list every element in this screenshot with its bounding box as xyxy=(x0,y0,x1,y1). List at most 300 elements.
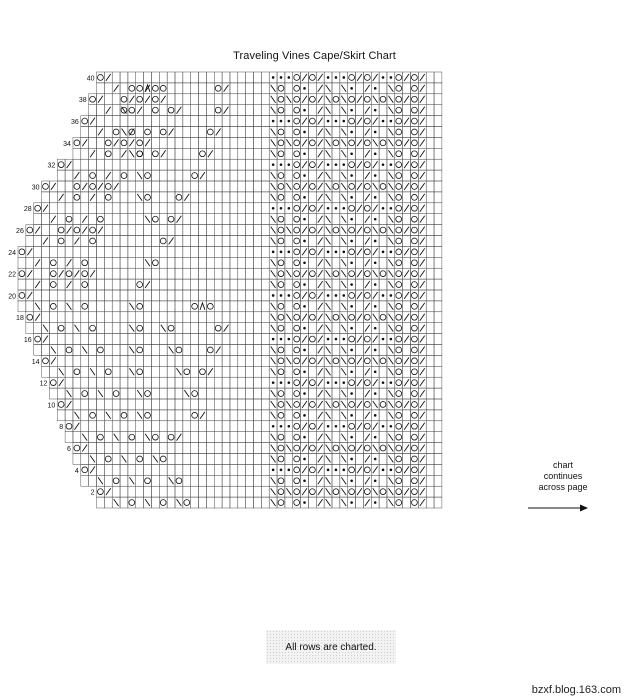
grid-cell xyxy=(104,257,112,268)
grid-cell xyxy=(246,323,254,334)
grid-cell xyxy=(89,257,97,268)
k2tog-symbol xyxy=(420,161,425,168)
grid-cell xyxy=(214,290,222,301)
grid-cell xyxy=(112,443,120,454)
yo-symbol xyxy=(294,314,300,320)
grid-cell xyxy=(434,181,442,192)
grid-cell xyxy=(254,323,262,334)
yo-symbol xyxy=(200,369,206,375)
grid-cell xyxy=(403,170,411,181)
grid-cell xyxy=(261,454,269,465)
grid-cell xyxy=(246,475,254,486)
grid-cell xyxy=(434,83,442,94)
yo-symbol xyxy=(364,380,370,386)
k2tog-symbol xyxy=(51,357,56,364)
ssk-symbol xyxy=(388,488,393,495)
grid-cell xyxy=(214,464,222,475)
k2tog-symbol xyxy=(404,139,409,146)
ssk-symbol xyxy=(326,325,331,332)
k2tog-symbol xyxy=(74,238,79,245)
yo-symbol xyxy=(294,423,300,429)
grid-cell xyxy=(426,214,434,225)
k2tog-symbol xyxy=(420,85,425,92)
k2tog-symbol xyxy=(404,183,409,190)
k2tog-symbol xyxy=(122,150,127,157)
grid-cell xyxy=(128,236,136,247)
grid-cell xyxy=(308,170,316,181)
grid-cell xyxy=(246,497,254,508)
k2tog-symbol xyxy=(318,336,323,343)
grid-cell xyxy=(285,345,293,356)
row-label: 4 xyxy=(74,467,79,475)
k2tog-symbol xyxy=(420,259,425,266)
grid-cell xyxy=(49,290,57,301)
ssk-symbol xyxy=(341,259,346,266)
grid-cell xyxy=(434,464,442,475)
grid-cell xyxy=(206,454,214,465)
grid-cell xyxy=(206,137,214,148)
grid-cell xyxy=(120,246,128,257)
grid-cell xyxy=(167,137,175,148)
yo-symbol xyxy=(412,445,418,451)
yo-symbol xyxy=(349,227,355,233)
purl-symbol xyxy=(342,469,345,472)
grid-cell xyxy=(426,192,434,203)
grid-cell xyxy=(261,159,269,170)
yo-symbol xyxy=(309,293,315,299)
grid-cell xyxy=(379,127,387,138)
ssk-symbol xyxy=(373,314,378,321)
yo-symbol xyxy=(412,151,418,157)
grid-cell xyxy=(18,301,26,312)
k2tog-symbol xyxy=(357,466,362,473)
purl-symbol xyxy=(342,381,345,384)
purl-symbol xyxy=(390,338,393,341)
grid-cell xyxy=(57,279,65,290)
purl-symbol xyxy=(390,120,393,123)
grid-cell xyxy=(238,334,246,345)
purl-symbol xyxy=(272,163,275,166)
grid-cell xyxy=(246,127,254,138)
ssk-symbol xyxy=(271,150,276,157)
yo-symbol xyxy=(412,129,418,135)
grid-cell xyxy=(206,268,214,279)
grid-cell xyxy=(34,323,42,334)
purl-symbol xyxy=(350,218,353,221)
grid-cell xyxy=(159,105,167,116)
yo-symbol xyxy=(309,423,315,429)
grid-cell xyxy=(403,83,411,94)
grid-cell xyxy=(285,432,293,443)
yo-symbol xyxy=(349,314,355,320)
yo-symbol xyxy=(412,271,418,277)
purl-symbol xyxy=(374,305,377,308)
grid-cell xyxy=(112,214,120,225)
grid-cell xyxy=(379,410,387,421)
grid-cell xyxy=(42,279,50,290)
row-label: 12 xyxy=(39,380,48,388)
grid-cell xyxy=(222,399,230,410)
grid-cell xyxy=(246,105,254,116)
continues-note-line: continues xyxy=(543,471,583,481)
k2tog-symbol xyxy=(137,107,142,114)
k2tog-symbol xyxy=(208,368,213,375)
k2tog-symbol xyxy=(98,227,103,234)
ssk-symbol xyxy=(271,347,276,354)
grid-cell xyxy=(434,388,442,399)
grid-cell xyxy=(238,377,246,388)
yo-symbol xyxy=(309,380,315,386)
grid-cell xyxy=(261,334,269,345)
k2tog-symbol xyxy=(357,205,362,212)
ssk-symbol xyxy=(98,390,103,397)
grid-cell xyxy=(97,497,105,508)
ssk-symbol xyxy=(341,303,346,310)
yo-symbol xyxy=(19,293,25,299)
ssk-symbol xyxy=(388,325,393,332)
grid-cell xyxy=(183,410,191,421)
yo-symbol xyxy=(396,412,402,418)
yo-symbol xyxy=(309,162,315,168)
yo-symbol xyxy=(294,434,300,440)
grid-cell xyxy=(261,464,269,475)
grid-cell xyxy=(230,464,238,475)
grid-cell xyxy=(159,116,167,127)
grid-cell xyxy=(246,388,254,399)
k2tog-symbol xyxy=(420,227,425,234)
purl-symbol xyxy=(374,87,377,90)
ssk-symbol xyxy=(341,194,346,201)
grid-cell xyxy=(191,377,199,388)
grid-cell xyxy=(34,268,42,279)
grid-cell xyxy=(206,377,214,388)
grid-cell xyxy=(261,181,269,192)
yo-symbol xyxy=(176,478,182,484)
grid-cell xyxy=(261,246,269,257)
grid-cell xyxy=(104,497,112,508)
yo-symbol xyxy=(396,423,402,429)
grid-cell xyxy=(191,355,199,366)
purl-symbol xyxy=(350,349,353,352)
grid-cell xyxy=(120,257,128,268)
grid-cell xyxy=(112,170,120,181)
grid-cell xyxy=(175,170,183,181)
grid-cell xyxy=(57,312,65,323)
grid-cell xyxy=(191,268,199,279)
grid-cell xyxy=(254,475,262,486)
yo-symbol xyxy=(412,75,418,81)
grid-cell xyxy=(426,268,434,279)
yo-symbol xyxy=(168,107,174,113)
k2tog-symbol xyxy=(357,292,362,299)
k2tog-symbol xyxy=(51,216,56,223)
grid-cell xyxy=(285,148,293,159)
ssk-symbol xyxy=(341,357,346,364)
yo-symbol xyxy=(82,260,88,266)
grid-cell xyxy=(128,72,136,83)
grid-cell xyxy=(73,257,81,268)
yo-symbol xyxy=(278,402,284,408)
grid-cell xyxy=(434,355,442,366)
ssk-symbol xyxy=(341,456,346,463)
yo-symbol xyxy=(137,325,143,331)
k2tog-symbol xyxy=(114,139,119,146)
grid-cell xyxy=(222,94,230,105)
grid-cell xyxy=(214,181,222,192)
grid-cell xyxy=(104,246,112,257)
grid-cell xyxy=(97,105,105,116)
grid-cell xyxy=(112,464,120,475)
grid-cell xyxy=(214,377,222,388)
k2tog-symbol xyxy=(318,85,323,92)
grid-cell xyxy=(332,388,340,399)
grid-cell xyxy=(183,268,191,279)
grid-cell xyxy=(120,279,128,290)
grid-cell xyxy=(57,301,65,312)
grid-cell xyxy=(403,323,411,334)
k2tog-symbol xyxy=(35,314,40,321)
grid-cell xyxy=(128,203,136,214)
grid-cell xyxy=(144,268,152,279)
yo-symbol xyxy=(105,140,111,146)
k2tog-symbol xyxy=(318,477,323,484)
yo-symbol xyxy=(364,423,370,429)
grid-cell xyxy=(214,355,222,366)
grid-cell xyxy=(97,192,105,203)
ssk-symbol xyxy=(373,227,378,234)
yo-symbol xyxy=(412,227,418,233)
ssk-symbol xyxy=(388,238,393,245)
purl-symbol xyxy=(342,76,345,79)
grid-cell xyxy=(112,486,120,497)
grid-cell xyxy=(403,497,411,508)
grid-cell xyxy=(191,83,199,94)
grid-cell xyxy=(230,497,238,508)
grid-cell xyxy=(65,246,73,257)
grid-cell xyxy=(246,170,254,181)
grid-cell xyxy=(191,323,199,334)
k2tog-symbol xyxy=(177,216,182,223)
k2tog-symbol xyxy=(318,412,323,419)
grid-cell xyxy=(308,192,316,203)
yo-symbol xyxy=(309,96,315,102)
k2tog-symbol xyxy=(27,248,32,255)
grid-cell xyxy=(175,312,183,323)
grid-cell xyxy=(128,410,136,421)
grid-cell xyxy=(81,159,89,170)
k2tog-symbol xyxy=(302,74,307,81)
grid-cell xyxy=(183,246,191,257)
grid-cell xyxy=(144,301,152,312)
yo-symbol xyxy=(333,227,339,233)
grid-cell xyxy=(120,366,128,377)
grid-cell xyxy=(144,116,152,127)
purl-symbol xyxy=(280,163,283,166)
yo-symbol xyxy=(152,85,158,91)
grid-cell xyxy=(356,105,364,116)
grid-cell xyxy=(97,116,105,127)
ssk-symbol xyxy=(388,401,393,408)
k2tog-symbol xyxy=(318,248,323,255)
grid-cell xyxy=(144,246,152,257)
grid-cell xyxy=(159,203,167,214)
ssk-symbol xyxy=(326,129,331,136)
purl-symbol xyxy=(303,436,306,439)
yo-symbol xyxy=(333,140,339,146)
k2tog-symbol xyxy=(404,466,409,473)
k2tog-symbol xyxy=(420,205,425,212)
grid-cell xyxy=(151,246,159,257)
yo-symbol xyxy=(396,75,402,81)
yo-symbol xyxy=(278,194,284,200)
grid-cell xyxy=(167,377,175,388)
grid-cell xyxy=(246,181,254,192)
grid-cell xyxy=(356,388,364,399)
yo-symbol xyxy=(207,129,213,135)
yo-symbol xyxy=(184,369,190,375)
grid-cell xyxy=(214,148,222,159)
grid-cell xyxy=(434,159,442,170)
k2tog-symbol xyxy=(67,281,72,288)
yo-symbol xyxy=(349,75,355,81)
grid-cell xyxy=(246,148,254,159)
grid-cell xyxy=(112,159,120,170)
yo-symbol xyxy=(396,434,402,440)
row-label: 24 xyxy=(8,249,16,257)
ssk-symbol xyxy=(114,434,119,441)
grid-cell xyxy=(379,257,387,268)
yo-symbol xyxy=(396,151,402,157)
grid-cell xyxy=(379,214,387,225)
grid-cell xyxy=(104,94,112,105)
yo-symbol xyxy=(349,140,355,146)
grid-cell xyxy=(73,334,81,345)
purl-symbol xyxy=(303,174,306,177)
grid-cell xyxy=(128,246,136,257)
grid-cell xyxy=(120,443,128,454)
grid-cell xyxy=(104,290,112,301)
k2tog-symbol xyxy=(404,205,409,212)
purl-symbol xyxy=(335,425,338,428)
grid-cell xyxy=(151,225,159,236)
yo-symbol xyxy=(168,434,174,440)
grid-cell xyxy=(238,421,246,432)
grid-cell xyxy=(238,290,246,301)
yo-symbol xyxy=(396,249,402,255)
grid-cell xyxy=(206,312,214,323)
k2tog-symbol xyxy=(365,390,370,397)
grid-cell xyxy=(246,377,254,388)
grid-cell xyxy=(230,323,238,334)
grid-cell xyxy=(89,432,97,443)
row-label: 30 xyxy=(31,184,40,192)
ssk-symbol xyxy=(177,368,182,375)
yo-symbol xyxy=(396,194,402,200)
purl-symbol xyxy=(327,163,330,166)
grid-cell xyxy=(434,137,442,148)
grid-cell xyxy=(426,225,434,236)
grid-cell xyxy=(144,290,152,301)
purl-symbol xyxy=(335,207,338,210)
row-label: 20 xyxy=(8,293,16,301)
grid-cell xyxy=(104,214,112,225)
grid-cell xyxy=(426,355,434,366)
grid-cell xyxy=(49,192,57,203)
purl-symbol xyxy=(303,392,306,395)
purl-symbol xyxy=(303,414,306,417)
grid-cell xyxy=(183,159,191,170)
grid-cell xyxy=(230,366,238,377)
grid-cell xyxy=(403,279,411,290)
ssk-symbol xyxy=(341,445,346,452)
k2tog-symbol xyxy=(302,445,307,452)
yo-symbol xyxy=(396,402,402,408)
grid-cell xyxy=(120,159,128,170)
k2tog-symbol xyxy=(106,488,111,495)
grid-cell xyxy=(230,399,238,410)
yo-symbol xyxy=(58,227,64,233)
grid-cell xyxy=(183,443,191,454)
grid-cell xyxy=(199,181,207,192)
grid-cell xyxy=(73,432,81,443)
grid-cell xyxy=(238,268,246,279)
k2tog-symbol xyxy=(373,248,378,255)
grid-cell xyxy=(206,290,214,301)
grid-cell xyxy=(42,312,50,323)
grid-cell xyxy=(191,127,199,138)
yo-symbol xyxy=(309,467,315,473)
yo-symbol xyxy=(137,347,143,353)
grid-cell xyxy=(89,377,97,388)
grid-cell xyxy=(144,181,152,192)
grid-cell xyxy=(434,334,442,345)
grid-cell xyxy=(238,83,246,94)
purl-symbol xyxy=(280,120,283,123)
grid-cell xyxy=(214,170,222,181)
grid-cell xyxy=(230,116,238,127)
purl-symbol xyxy=(288,207,291,210)
k2tog-symbol xyxy=(365,150,370,157)
grid-cell xyxy=(167,464,175,475)
grid-cell xyxy=(230,345,238,356)
grid-cell xyxy=(222,148,230,159)
grid-cell xyxy=(159,486,167,497)
grid-cell xyxy=(261,148,269,159)
grid-cell xyxy=(434,246,442,257)
purl-symbol xyxy=(288,469,291,472)
grid-cell xyxy=(112,257,120,268)
grid-cell xyxy=(254,388,262,399)
k2tog-symbol xyxy=(404,270,409,277)
grid-cell xyxy=(136,214,144,225)
ssk-symbol xyxy=(145,499,150,506)
yo-symbol xyxy=(278,325,284,331)
k2tog-symbol xyxy=(318,150,323,157)
purl-symbol xyxy=(342,338,345,341)
yo-symbol xyxy=(380,358,386,364)
yo-symbol xyxy=(364,249,370,255)
grid-cell xyxy=(206,257,214,268)
row-label: 8 xyxy=(59,424,64,432)
yo-symbol xyxy=(74,445,80,451)
k2tog-symbol xyxy=(318,499,323,506)
purl-symbol xyxy=(382,294,385,297)
grid-cell xyxy=(434,214,442,225)
yo-symbol xyxy=(333,184,339,190)
yo-symbol xyxy=(90,238,96,244)
grid-cell xyxy=(206,116,214,127)
grid-cell xyxy=(183,225,191,236)
